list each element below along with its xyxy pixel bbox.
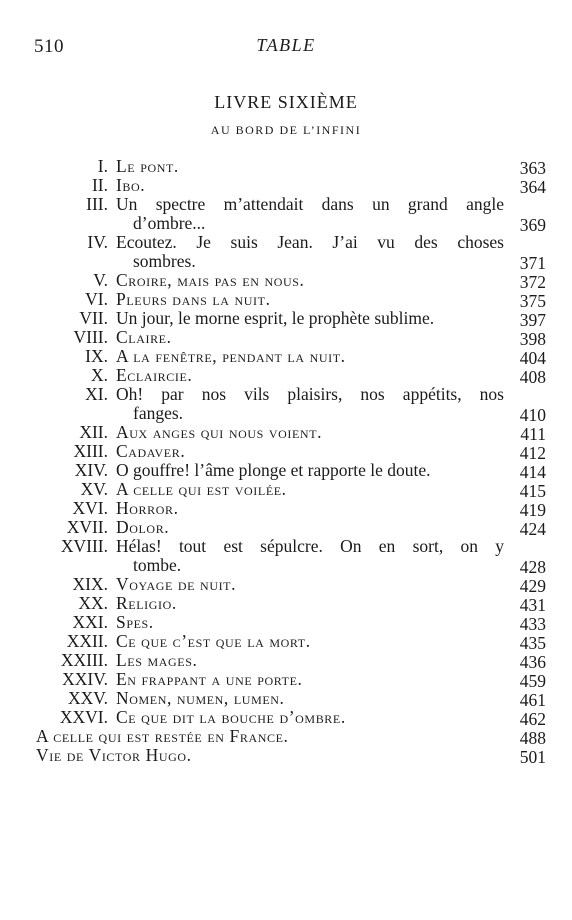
toc-entry-line bbox=[0, 689, 572, 708]
toc-entry-line bbox=[0, 385, 572, 404]
entry-title: A celle qui est voilée. bbox=[116, 479, 287, 499]
entry-page-number: 408 bbox=[519, 367, 546, 387]
toc-entry bbox=[0, 613, 572, 632]
toc-entry-line bbox=[0, 518, 572, 537]
entry-title: Ce que c’est que la mort. bbox=[116, 631, 311, 651]
toc-entry bbox=[0, 195, 572, 233]
toc-entry-line bbox=[0, 252, 572, 271]
entry-number: IV. bbox=[87, 232, 108, 252]
entry-title: Horror. bbox=[116, 498, 179, 518]
entry-page-number: 429 bbox=[519, 576, 546, 596]
entry-number: V. bbox=[93, 270, 108, 290]
entry-page-number: 372 bbox=[519, 272, 546, 292]
entry-title: Religio. bbox=[116, 593, 177, 613]
entry-number: XX. bbox=[78, 593, 108, 613]
entry-page-number: 414 bbox=[519, 462, 546, 482]
entry-title: Oh! par nos vils plaisirs, nos appétits, nos bbox=[116, 384, 504, 404]
entry-number: XXIII. bbox=[60, 650, 108, 670]
toc-entry-line bbox=[0, 157, 572, 176]
entry-title: Aux anges qui nous voient. bbox=[116, 422, 323, 442]
toc-entry bbox=[0, 727, 572, 746]
entry-page-number: 375 bbox=[519, 291, 546, 311]
toc-entry-line bbox=[0, 670, 572, 689]
toc-entry bbox=[0, 594, 572, 613]
toc-entry bbox=[0, 461, 572, 480]
entry-title: Ce que dit la bouche d’ombre. bbox=[116, 707, 346, 727]
toc-entry-line bbox=[0, 309, 572, 328]
entry-title: Ibo. bbox=[116, 175, 146, 195]
entry-number: XVIII. bbox=[60, 536, 108, 556]
entry-title: Cadaver. bbox=[116, 441, 186, 461]
entry-page-number: 488 bbox=[519, 728, 546, 748]
entry-number: I. bbox=[97, 156, 108, 176]
entry-number: XIX. bbox=[72, 574, 108, 594]
toc-entry-line bbox=[0, 347, 572, 366]
entry-title: Vie de Victor Hugo. bbox=[36, 745, 192, 765]
toc-entry bbox=[0, 632, 572, 651]
entry-number: XXIV. bbox=[62, 669, 108, 689]
entry-title: Hélas! tout est sépulcre. On en sort, on y bbox=[116, 536, 504, 556]
entry-page-number: 398 bbox=[519, 329, 546, 349]
entry-page-number: 397 bbox=[519, 310, 546, 330]
entry-page-number: 369 bbox=[519, 215, 546, 235]
entry-title: En frappant a une porte. bbox=[116, 669, 303, 689]
entry-page-number: 424 bbox=[519, 519, 546, 539]
entry-title: A la fenêtre, pendant la nuit. bbox=[116, 346, 346, 366]
entry-title: A celle qui est restée en France. bbox=[36, 726, 289, 746]
toc-entry-line bbox=[0, 613, 572, 632]
toc-entry-line bbox=[0, 404, 572, 423]
toc-entry bbox=[0, 347, 572, 366]
toc-entry-line bbox=[0, 708, 572, 727]
entry-title: Croire, mais pas en nous. bbox=[116, 270, 305, 290]
book-subtitle: AU BORD DE L’INFINI bbox=[210, 123, 362, 137]
toc-entry bbox=[0, 575, 572, 594]
entry-number: II. bbox=[91, 175, 108, 195]
entry-title: Un spectre m’attendait dans un grand angle bbox=[116, 194, 504, 214]
toc-entry bbox=[0, 480, 572, 499]
entry-title: tombe. bbox=[133, 555, 182, 575]
entry-page-number: 411 bbox=[520, 424, 546, 444]
entry-page-number: 404 bbox=[519, 348, 546, 368]
entry-number: XVI. bbox=[72, 498, 108, 518]
entry-page-number: 435 bbox=[519, 633, 546, 653]
entry-title: Le pont. bbox=[116, 156, 179, 176]
toc-entry bbox=[0, 309, 572, 328]
toc-entry bbox=[0, 537, 572, 575]
entry-title: d’ombre... bbox=[133, 213, 206, 233]
entry-title: O gouffre! l’âme plonge et rapporte le doute. bbox=[116, 460, 431, 480]
entry-page-number: 364 bbox=[519, 177, 546, 197]
entry-number: VI. bbox=[85, 289, 108, 309]
toc-entry bbox=[0, 271, 572, 290]
entry-page-number: 462 bbox=[519, 709, 546, 729]
toc-entry-line bbox=[0, 537, 572, 556]
entry-title: Spes. bbox=[116, 612, 154, 632]
toc-entry-line bbox=[0, 651, 572, 670]
entry-title: Les mages. bbox=[116, 650, 198, 670]
toc-entry-line bbox=[0, 594, 572, 613]
entry-title: Claire. bbox=[116, 327, 172, 347]
toc-entry-line bbox=[0, 214, 572, 233]
entry-page-number: 433 bbox=[519, 614, 546, 634]
toc-entry bbox=[0, 708, 572, 727]
entry-number: XI. bbox=[85, 384, 108, 404]
toc-entry bbox=[0, 499, 572, 518]
entry-number: XIV. bbox=[74, 460, 108, 480]
toc-entry bbox=[0, 689, 572, 708]
entry-page-number: 459 bbox=[519, 671, 546, 691]
toc-entry bbox=[0, 290, 572, 309]
toc-entry-line bbox=[0, 746, 572, 765]
entry-number: VII. bbox=[79, 308, 108, 328]
toc-entry bbox=[0, 385, 572, 423]
toc-entry bbox=[0, 442, 572, 461]
entry-page-number: 431 bbox=[519, 595, 546, 615]
entry-number: X. bbox=[90, 365, 108, 385]
toc-entry-line bbox=[0, 366, 572, 385]
toc-entry-line bbox=[0, 233, 572, 252]
toc-entry-line bbox=[0, 271, 572, 290]
toc-entry-line bbox=[0, 499, 572, 518]
toc-entry-line bbox=[0, 423, 572, 442]
entry-page-number: 436 bbox=[519, 652, 546, 672]
toc-entry bbox=[0, 670, 572, 689]
entry-title: Ecoutez. Je suis Jean. J’ai vu des choses bbox=[116, 232, 504, 252]
entry-page-number: 412 bbox=[519, 443, 546, 463]
entry-page-number: 415 bbox=[519, 481, 546, 501]
page-number: 510 bbox=[34, 36, 64, 57]
toc-entry bbox=[0, 328, 572, 347]
entry-number: XXII. bbox=[66, 631, 108, 651]
entry-page-number: 371 bbox=[519, 253, 546, 273]
entry-number: XII. bbox=[79, 422, 108, 442]
entry-number: XXV. bbox=[67, 688, 108, 708]
entry-title: Un jour, le morne esprit, le prophète sublime. bbox=[116, 308, 435, 328]
toc-entry bbox=[0, 366, 572, 385]
entry-number: XVII. bbox=[66, 517, 108, 537]
entry-number: XIII. bbox=[73, 441, 108, 461]
toc-entry-line bbox=[0, 556, 572, 575]
entry-page-number: 428 bbox=[519, 557, 546, 577]
entry-page-number: 363 bbox=[519, 158, 546, 178]
entry-number: IX. bbox=[85, 346, 108, 366]
toc-entry bbox=[0, 423, 572, 442]
toc-entry-line bbox=[0, 328, 572, 347]
toc-entry bbox=[0, 157, 572, 176]
toc-entry bbox=[0, 746, 572, 765]
entry-number: VIII. bbox=[73, 327, 108, 347]
entry-title: Eclaircie. bbox=[116, 365, 193, 385]
entry-title: Nomen, numen, lumen. bbox=[116, 688, 285, 708]
entry-title: fanges. bbox=[133, 403, 184, 423]
toc-entry-line bbox=[0, 632, 572, 651]
toc-entry bbox=[0, 233, 572, 271]
running-head: TABLE bbox=[256, 35, 316, 55]
entry-page-number: 461 bbox=[519, 690, 546, 710]
entry-page-number: 410 bbox=[519, 405, 546, 425]
entry-number: III. bbox=[86, 194, 108, 214]
entry-number: XXVI. bbox=[59, 707, 108, 727]
toc-entry-line bbox=[0, 461, 572, 480]
entry-number: XXI. bbox=[72, 612, 108, 632]
entry-title: Dolor. bbox=[116, 517, 170, 537]
toc-entry-line bbox=[0, 575, 572, 594]
entry-page-number: 419 bbox=[519, 500, 546, 520]
entry-number: XV. bbox=[80, 479, 108, 499]
toc-entry-line bbox=[0, 442, 572, 461]
book-title: LIVRE SIXIÈME bbox=[214, 92, 358, 112]
toc-entry-line bbox=[0, 195, 572, 214]
entry-title: sombres. bbox=[133, 251, 196, 271]
table-of-contents bbox=[0, 157, 572, 765]
toc-entry-line bbox=[0, 176, 572, 195]
toc-entry bbox=[0, 518, 572, 537]
toc-entry-line bbox=[0, 290, 572, 309]
toc-entry-line bbox=[0, 727, 572, 746]
entry-title: Pleurs dans la nuit. bbox=[116, 289, 271, 309]
toc-entry-line bbox=[0, 480, 572, 499]
toc-entry bbox=[0, 176, 572, 195]
entry-title: Voyage de nuit. bbox=[116, 574, 237, 594]
entry-page-number: 501 bbox=[519, 747, 546, 767]
toc-entry bbox=[0, 651, 572, 670]
